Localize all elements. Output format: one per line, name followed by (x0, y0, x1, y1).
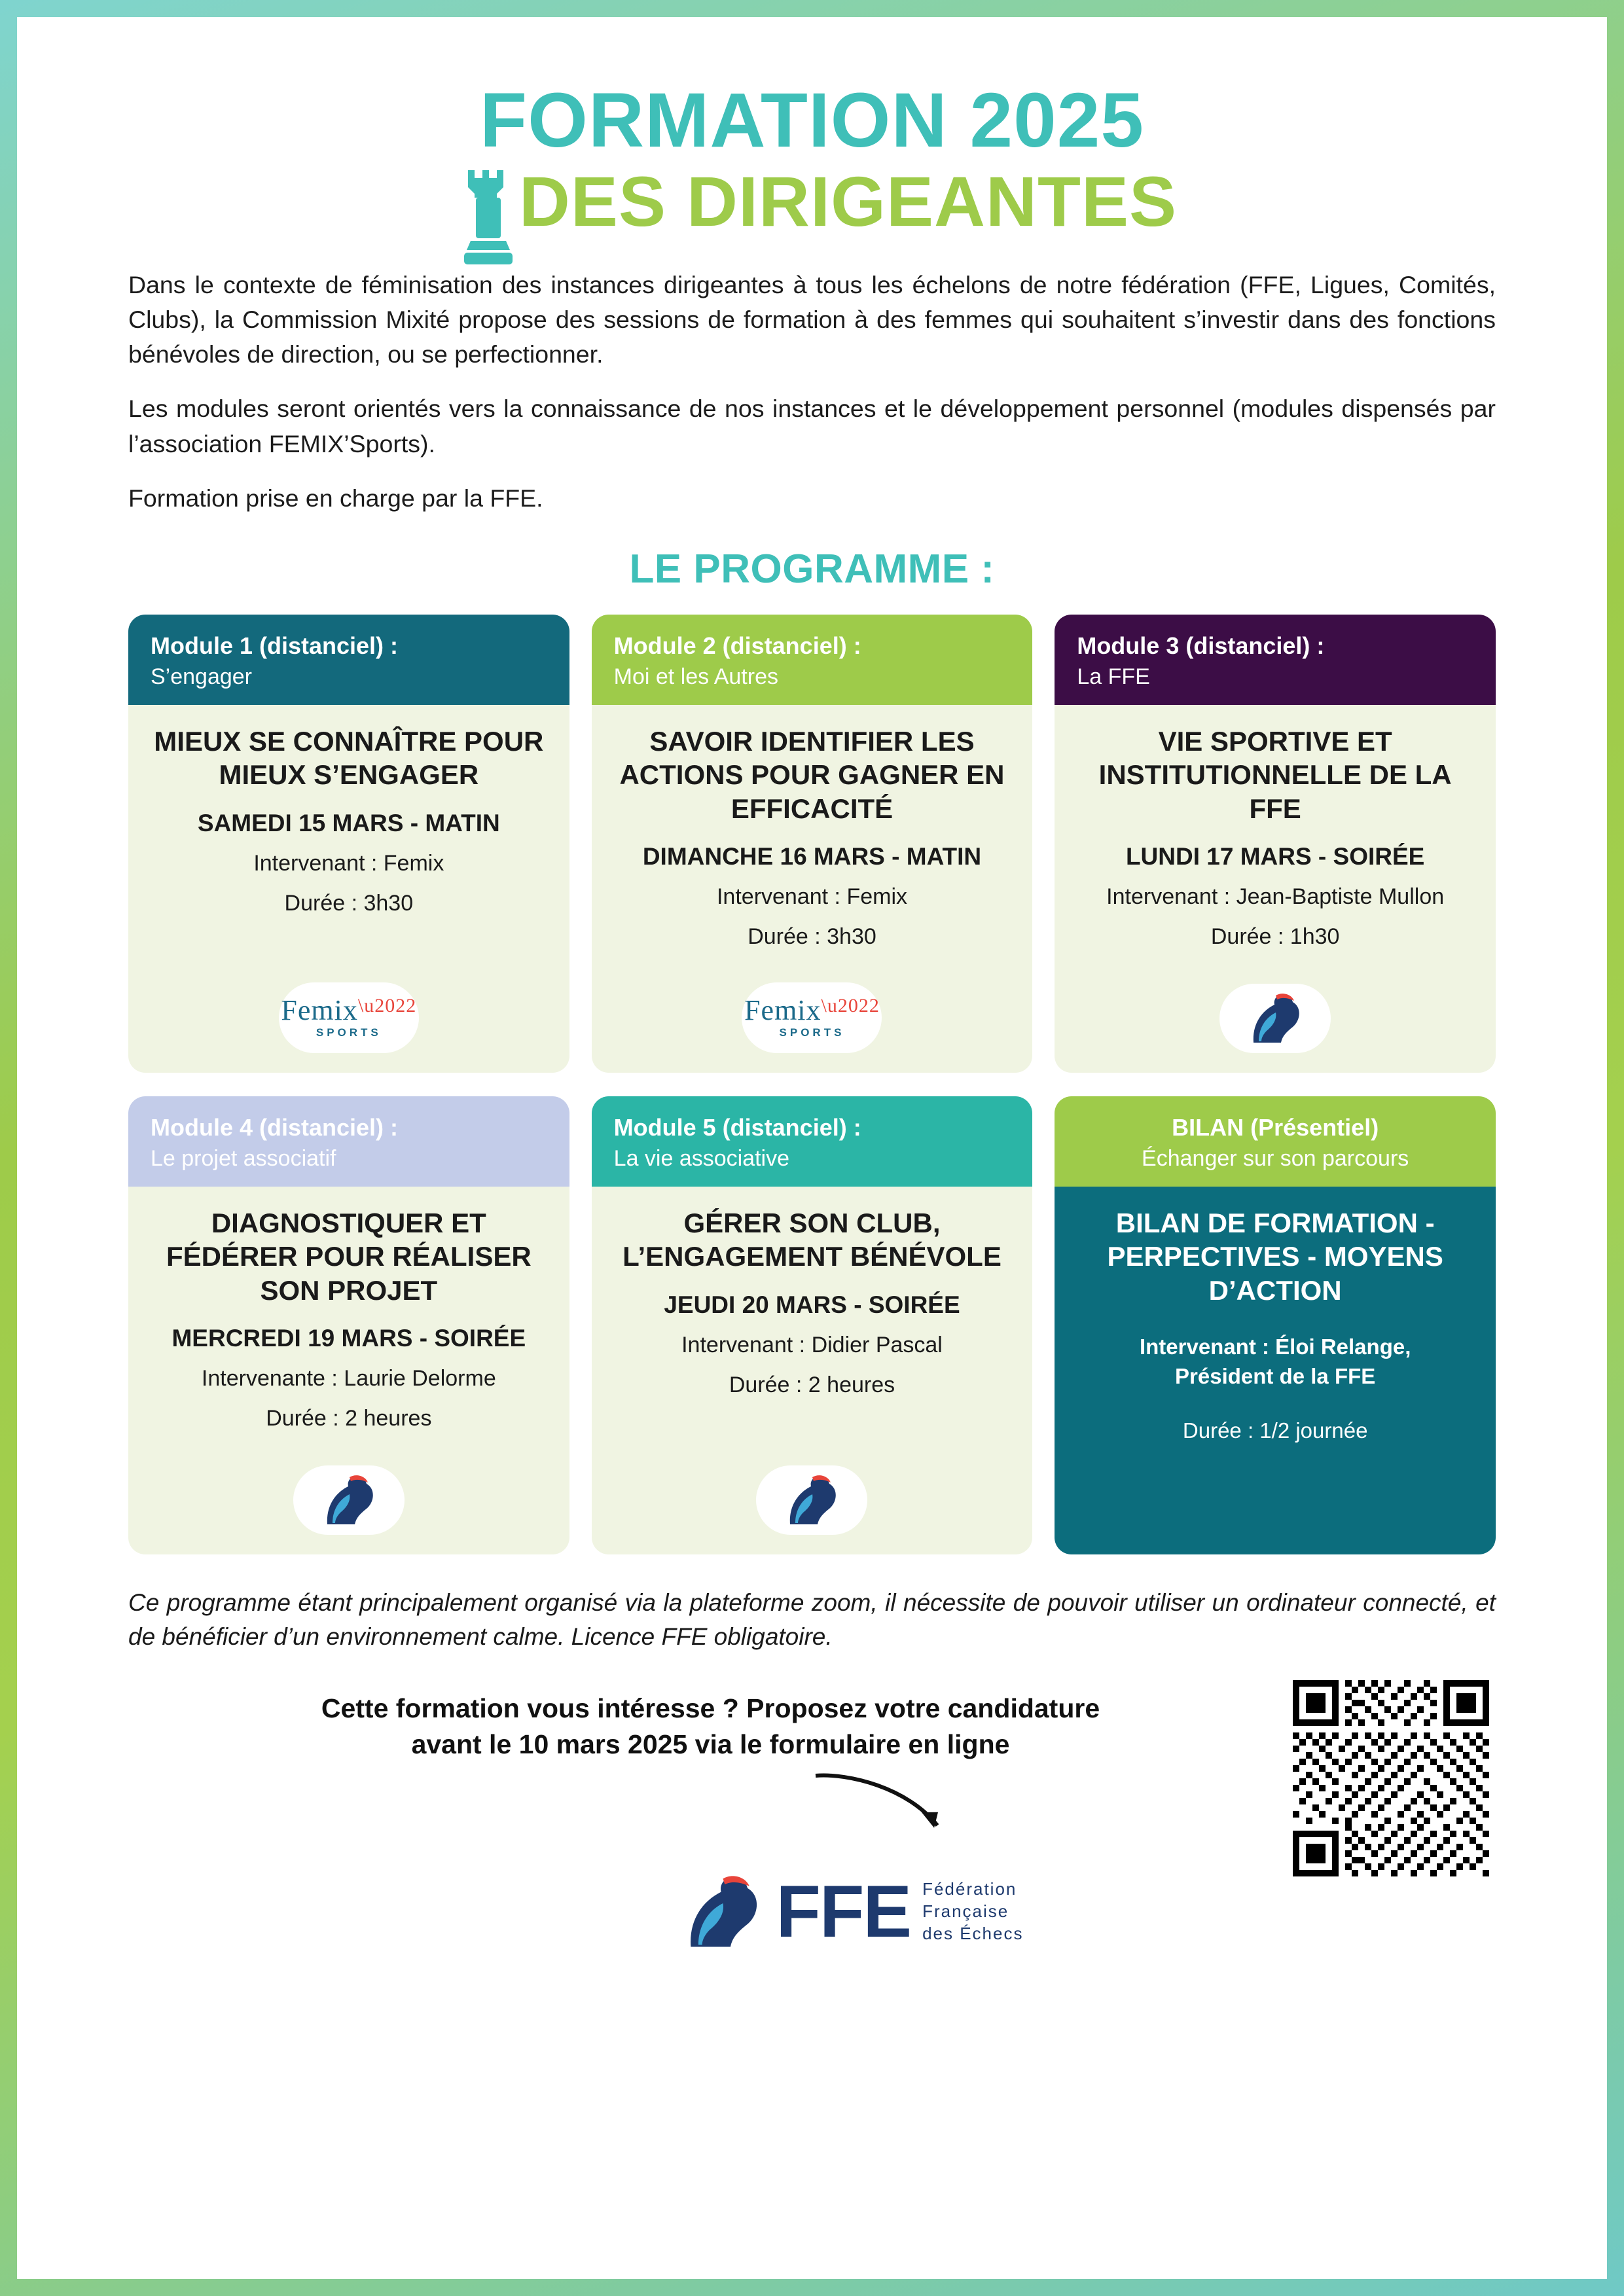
module-2-duration: Durée : 3h30 (748, 924, 876, 949)
module-2-header (592, 615, 1033, 705)
intro-paragraph-2: Les modules seront orientés vers la connaissance de nos instances et le développement personnel (modules dispensés par l’association FEMIX’Sports). (128, 395, 1496, 457)
title-year: 2025 (969, 77, 1144, 164)
module-3-body (1055, 705, 1496, 1073)
femix-logo-sub: SPORTS (779, 1026, 845, 1039)
femix-logo-dot: \u2022 (821, 995, 880, 1017)
module-card-5 (592, 1096, 1033, 1554)
cta-line-1: Cette formation vous intéresse ? Proposez votre candidature (321, 1693, 1100, 1723)
module-3-duration: Durée : 1h30 (1210, 924, 1340, 949)
modules-grid-row-2 (128, 1096, 1496, 1554)
module-1-body (128, 705, 569, 1073)
module-5-speaker: Intervenant : Didier Pascal (681, 1333, 943, 1357)
femix-logo-text: Femix (281, 994, 358, 1027)
ffe-tagline (922, 1878, 1023, 1945)
module-1-date: SAMEDI 15 MARS - MATIN (197, 809, 500, 836)
intro-paragraph-3: Formation prise en charge par la FFE. (128, 484, 543, 512)
module-4-header (128, 1096, 569, 1187)
ffe-tagline-line-2: Française (922, 1901, 1009, 1921)
femix-logo-dot: \u2022 (357, 995, 417, 1017)
module-5-body (592, 1187, 1033, 1554)
ffe-logo (756, 1465, 867, 1535)
bilan-title: BILAN (Présentiel) (1172, 1114, 1379, 1141)
module-5-logo-wrap (756, 1451, 867, 1535)
ffe-knight-logo (679, 1870, 765, 1954)
module-card-4 (128, 1096, 569, 1554)
bilan-body (1055, 1187, 1496, 1554)
module-2-headline: SAVOIR IDENTIFIER LES ACTIONS POUR GAGNER EN EFFICACITÉ (619, 726, 1005, 824)
module-1-title: Module 1 (distanciel) : (151, 632, 399, 660)
module-card-2 (592, 615, 1033, 1073)
module-1-header (128, 615, 569, 705)
ffe-knight-icon (319, 1472, 378, 1528)
module-1-speaker: Intervenant : Femix (253, 851, 444, 876)
module-1-logo-wrap (279, 968, 419, 1053)
module-4-headline: DIAGNOSTIQUER ET FÉDÉRER POUR RÉALISER SON PROJET (166, 1208, 532, 1306)
module-3-date: LUNDI 17 MARS - SOIRÉE (1125, 842, 1425, 870)
module-4-body (128, 1187, 569, 1554)
bilan-speaker-line-2: Président de la FFE (1175, 1364, 1376, 1389)
module-2-subtitle: Moi et les Autres (613, 664, 778, 690)
module-2-speaker: Intervenant : Femix (716, 884, 907, 910)
module-1-subtitle: S’engager (151, 664, 253, 690)
module-3-headline: VIE SPORTIVE ET INSTITUTIONNELLE DE LA FFE (1098, 726, 1452, 824)
curved-arrow-icon (469, 1769, 1293, 1851)
femix-logo-sub: SPORTS (316, 1026, 382, 1039)
poster-content (17, 17, 1607, 2279)
cta-line-2: avant le 10 mars 2025 via le formulaire en ligne (411, 1729, 1010, 1760)
ffe-tagline-line-3: des Échecs (922, 1923, 1024, 1943)
module-5-header (592, 1096, 1033, 1187)
footer-ffe-logo (128, 1870, 1496, 1954)
module-2-body (592, 705, 1033, 1073)
module-3-subtitle: La FFE (1077, 664, 1150, 690)
title-block (128, 77, 1496, 242)
module-1-headline: MIEUX SE CONNAÎTRE POUR MIEUX S’ENGAGER (154, 726, 544, 791)
ffe-knight-icon (782, 1472, 841, 1528)
ffe-logo (293, 1465, 405, 1535)
module-2-title: Module 2 (distanciel) : (613, 632, 861, 660)
ffe-wordmark: FFE (776, 1870, 911, 1952)
module-5-headline: GÉRER SON CLUB, L’ENGAGEMENT BÉNÉVOLE (623, 1208, 1001, 1272)
module-4-duration: Durée : 2 heures (266, 1405, 432, 1431)
module-2-logo-wrap (742, 968, 882, 1053)
cta-text-block (128, 1680, 1293, 1852)
module-4-subtitle: Le projet associatif (151, 1146, 336, 1172)
ffe-knight-icon (1246, 990, 1305, 1047)
page-title-line-2: DES DIRIGEANTES (518, 162, 1178, 242)
module-3-speaker: Intervenant : Jean-Baptiste Mullon (1106, 884, 1445, 910)
module-5-subtitle: La vie associative (613, 1146, 790, 1172)
module-4-title: Module 4 (distanciel) : (151, 1114, 399, 1141)
bilan-headline: BILAN DE FORMATION - PERPECTIVES - MOYENS D’ACTION (1107, 1208, 1443, 1306)
title-formation: FORMATION (479, 77, 948, 164)
footnote-text: Ce programme étant principalement organisé via la plateforme zoom, il nécessite de pouvoir utiliser un ordinateur connecté, et de bénéficier d’un environnement calme. Licence FFE obligatoire. (128, 1589, 1496, 1650)
qr-code-icon[interactable] (1293, 1680, 1489, 1876)
module-card-1 (128, 615, 569, 1073)
modules-grid-row-1 (128, 615, 1496, 1073)
module-5-duration: Durée : 2 heures (729, 1372, 895, 1397)
femix-sports-logo (279, 982, 419, 1053)
femix-sports-logo (742, 982, 882, 1053)
femix-logo-text: Femix (744, 994, 821, 1027)
module-3-header (1055, 615, 1496, 705)
bilan-subtitle: Échanger sur son parcours (1142, 1146, 1409, 1172)
module-3-logo-wrap (1219, 969, 1331, 1053)
bilan-speaker-line-1: Intervenant : Éloi Relange, (1139, 1334, 1411, 1359)
cta-row (128, 1680, 1496, 1876)
ffe-tagline-line-1: Fédération (922, 1879, 1017, 1899)
module-2-date: DIMANCHE 16 MARS - MATIN (642, 842, 982, 870)
module-5-title: Module 5 (distanciel) : (613, 1114, 861, 1141)
module-4-date: MERCREDI 19 MARS - SOIRÉE (171, 1324, 526, 1352)
module-1-duration: Durée : 3h30 (284, 890, 414, 916)
chess-rook-icon (459, 165, 518, 270)
bilan-duration: Durée : 1/2 journée (1182, 1418, 1368, 1443)
bilan-card (1055, 1096, 1496, 1554)
module-5-date: JEUDI 20 MARS - SOIRÉE (664, 1291, 960, 1318)
intro-text (128, 268, 1496, 516)
module-4-logo-wrap (293, 1451, 405, 1535)
page-title-line-1 (128, 77, 1496, 164)
module-3-title: Module 3 (distanciel) : (1077, 632, 1325, 660)
programme-heading: LE PROGRAMME : (629, 547, 995, 592)
bilan-header (1055, 1096, 1496, 1187)
module-card-3 (1055, 615, 1496, 1073)
module-4-speaker: Intervenante : Laurie Delorme (201, 1366, 496, 1391)
ffe-logo (1219, 984, 1331, 1053)
intro-paragraph-1: Dans le contexte de féminisation des instances dirigeantes à tous les échelons de notre fédération (FFE, Ligues, Comités, Clubs), la Commission Mixité propose des sessions de formation à des femmes qui souhaitent s’investir dans des fonctions bénévoles de direction, ou se perfectionner. (128, 270, 1496, 368)
